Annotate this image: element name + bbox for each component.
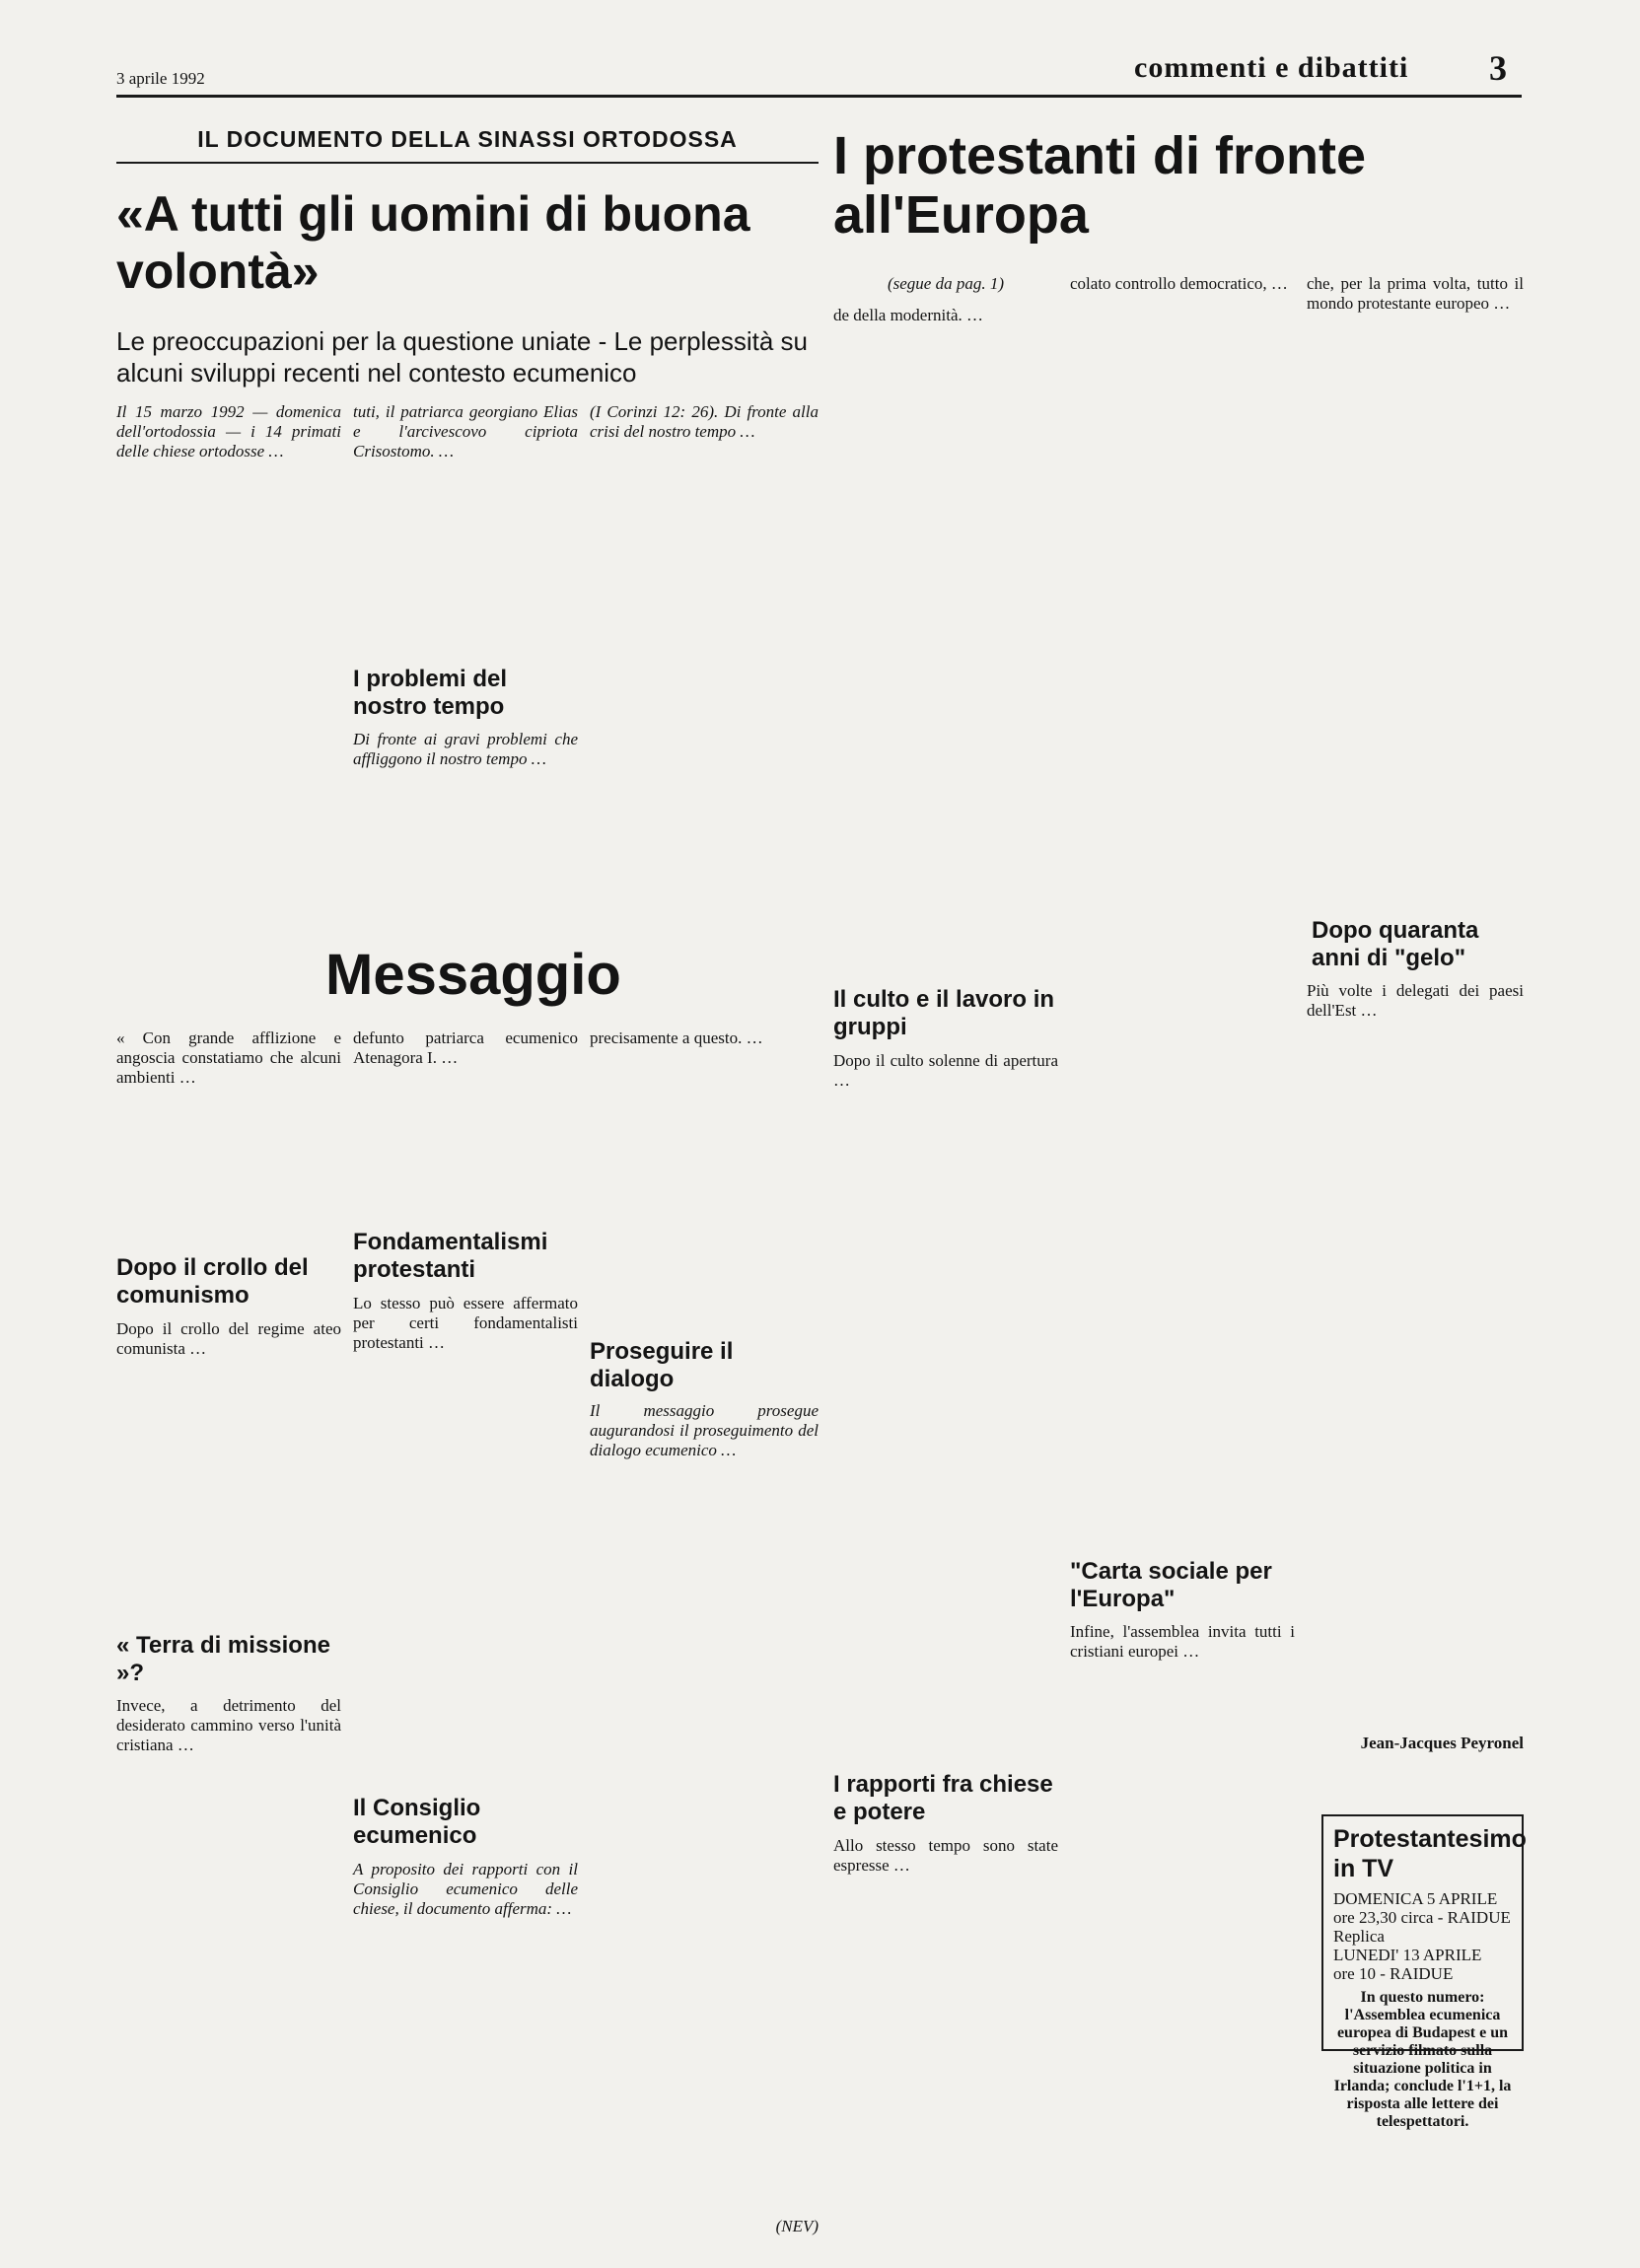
- section-title: commenti e dibattiti: [1134, 51, 1409, 84]
- carta-text: Infine, l'assemblea invita tutti i cristiani europei …: [1070, 1622, 1295, 1661]
- subhead-rapporti: I rapporti fra chiese e potere: [833, 1771, 1053, 1825]
- tv-box-note: In questo numero: l'Assemblea ecumenica europea di Budapest e un servizio filmato sulla situazione politica in Irlanda; conclude l'1+1, la risposta alle lettere dei telespettatori.: [1333, 1989, 1512, 2130]
- tv-box-title: Protestantesimo in TV: [1333, 1825, 1527, 1882]
- header-rule: [116, 95, 1522, 98]
- subhead-quaranta: Dopo quaranta anni di "gelo": [1312, 917, 1479, 971]
- problemi-text: Di fronte ai gravi problemi che affliggono il nostro tempo …: [353, 730, 578, 768]
- subhead-culto: Il culto e il lavoro in gruppi: [833, 986, 1055, 1040]
- messaggio-col-2: defunto patriarca ecumenico Atenagora I. …: [353, 1028, 578, 1067]
- left-kicker: IL DOCUMENTO DELLA SINASSI ORTODOSSA: [197, 126, 738, 152]
- right-col-2: colato controllo democratico, …: [1070, 274, 1288, 293]
- fondamentalismi-text: Lo stesso può essere affermato per certi fondamentalisti protestanti …: [353, 1294, 578, 1352]
- author-signature: Jean-Jacques Peyronel: [1360, 1734, 1524, 1752]
- proseguire-text: Il messaggio prosegue augurandosi il proseguimento del dialogo ecumenico …: [590, 1401, 819, 1459]
- culto-text: Dopo il culto solenne di apertura …: [833, 1051, 1058, 1090]
- subhead-problemi: I problemi del nostro tempo: [353, 666, 508, 720]
- tv-box-line-5: ore 10 - RAIDUE: [1333, 1964, 1454, 1983]
- intro-col-1: Il 15 marzo 1992 — domenica dell'ortodossia — i 14 primati delle chiese ortodosse …: [116, 402, 341, 461]
- missione-text: Invece, a detrimento del desiderato cammino verso l'unità cristiana …: [116, 1696, 341, 1754]
- continued-from: (segue da pag. 1): [887, 274, 1005, 293]
- crollo-text: Dopo il crollo del regime ateo comunista …: [116, 1319, 341, 1358]
- messaggio-col-1: « Con grande afflizione e angoscia constatiamo che alcuni ambienti …: [116, 1028, 341, 1087]
- consiglio-text: A proposito dei rapporti con il Consiglio ecumenico delle chiese, il documento afferma: …: [353, 1860, 578, 1918]
- subhead-carta: "Carta sociale per l'Europa": [1070, 1558, 1272, 1612]
- subhead-consiglio: Il Consiglio ecumenico: [353, 1795, 481, 1849]
- right-col-3: che, per la prima volta, tutto il mondo protestante europeo …: [1307, 274, 1524, 313]
- subhead-proseguire: Proseguire il dialogo: [590, 1338, 734, 1392]
- messaggio-col-3: precisamente a questo. …: [590, 1028, 763, 1047]
- rapporti-text: Allo stesso tempo sono state espresse …: [833, 1836, 1058, 1875]
- issue-date: 3 aprile 1992: [116, 69, 205, 88]
- tv-box-line-3: Replica: [1333, 1927, 1385, 1946]
- subhead-fondamentalismi: Fondamentalismi protestanti: [353, 1229, 548, 1283]
- kicker-rule: [116, 162, 819, 164]
- page-number: 3: [1489, 48, 1507, 88]
- intro-col-3: (I Corinzi 12: 26). Di fronte alla crisi del nostro tempo …: [590, 402, 819, 441]
- subhead-crollo: Dopo il crollo del comunismo: [116, 1254, 309, 1309]
- tv-box-line-4: LUNEDI' 13 APRILE: [1333, 1946, 1482, 1964]
- intro-col-2: tuti, il patriarca georgiano Elias e l'arcivescovo cipriota Crisostomo. …: [353, 402, 578, 461]
- left-headline: «A tutti gli uomini di buona volontà»: [116, 186, 750, 299]
- messaggio-title: Messaggio: [325, 943, 621, 1007]
- source-credit: (NEV): [775, 2217, 819, 2235]
- quaranta-text: Più volte i delegati dei paesi dell'Est …: [1307, 981, 1524, 1020]
- right-headline: I protestanti di fronte all'Europa: [833, 126, 1366, 245]
- right-col-1: de della modernità. …: [833, 306, 984, 324]
- subhead-missione: « Terra di missione »?: [116, 1632, 330, 1686]
- left-deck: Le preoccupazioni per la questione uniate - Le perplessità su alcuni sviluppi recenti nel contesto ecumenico: [116, 326, 809, 388]
- tv-box-line-1: DOMENICA 5 APRILE: [1333, 1889, 1498, 1908]
- tv-box: [1321, 1814, 1527, 2130]
- tv-box-line-2: ore 23,30 circa - RAIDUE: [1333, 1908, 1511, 1927]
